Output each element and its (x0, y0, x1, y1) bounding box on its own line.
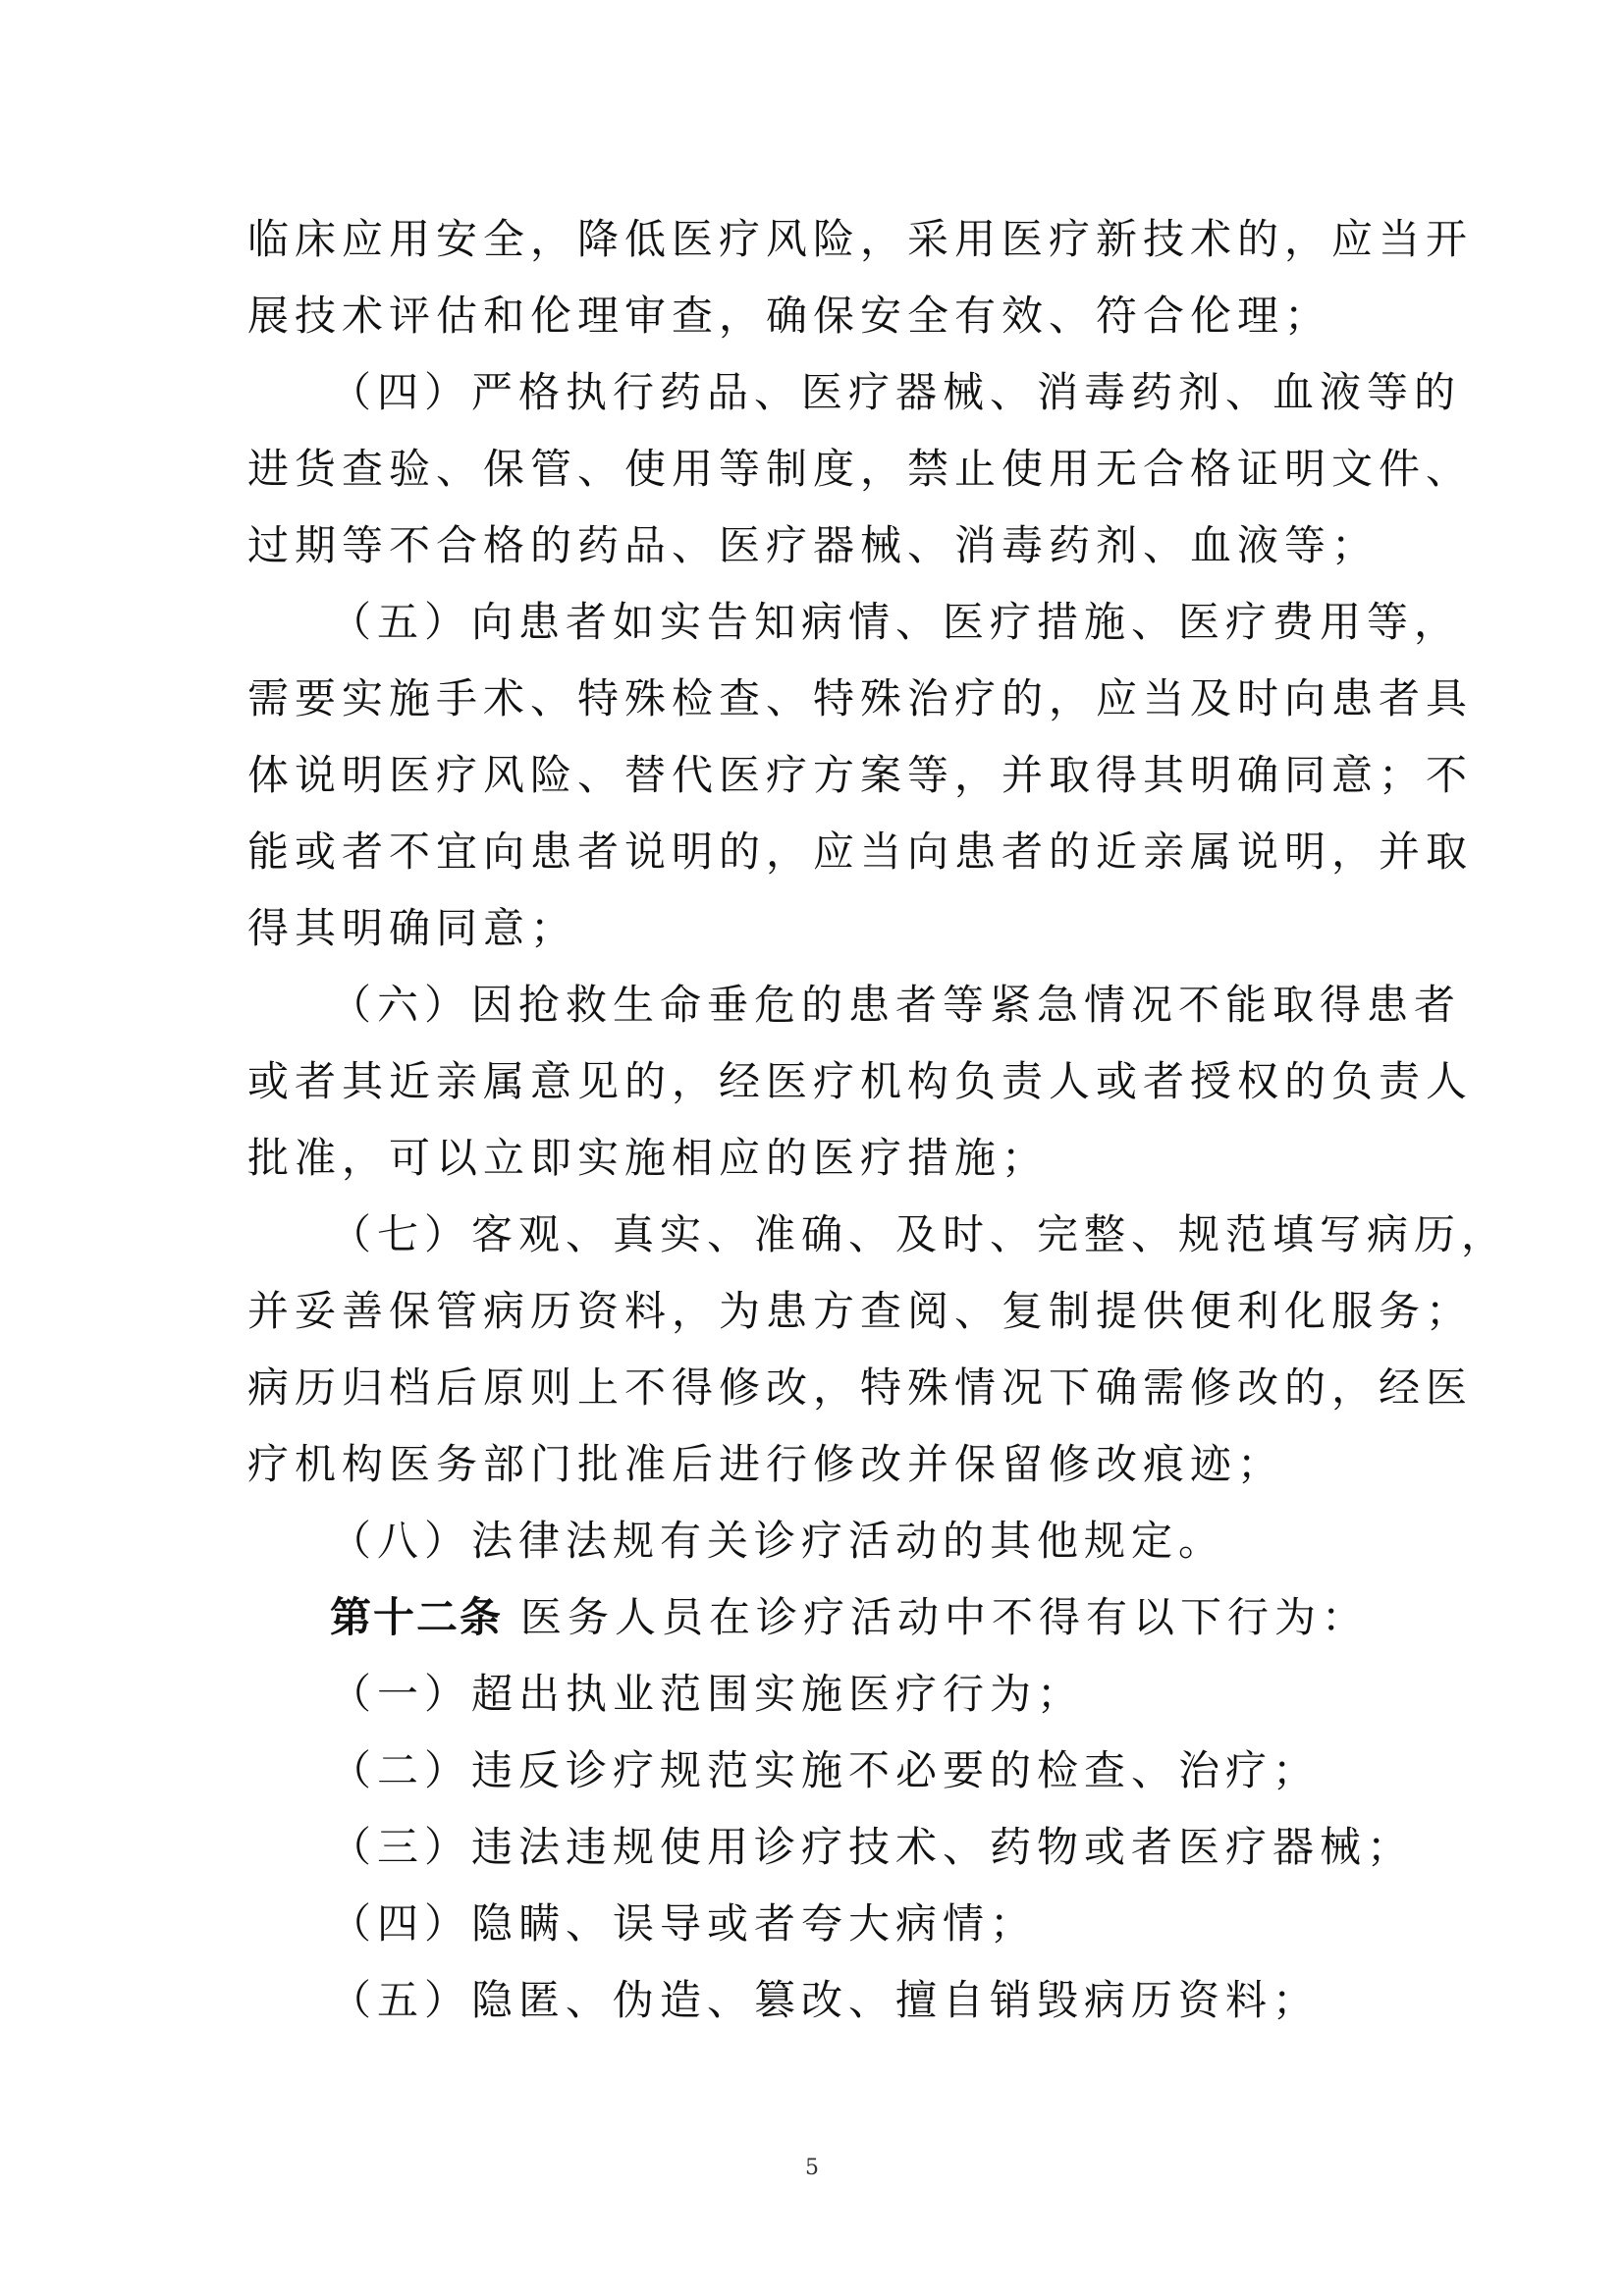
article-text: 医务人员在诊疗活动中不得有以下行为： (520, 1593, 1370, 1641)
text-line: 并妥善保管病历资料，为患方查阅、复制提供便利化服务； (247, 1287, 1474, 1335)
article-number: 第十二条 (330, 1593, 504, 1641)
article-heading (247, 1579, 1386, 1656)
text-line: 展技术评估和伦理审查，确保安全有效、符合伦理； (247, 292, 1332, 340)
text-line: 临床应用安全，降低医疗风险，采用医疗新技术的，应当开 (247, 215, 1474, 263)
text-line: （五）向患者如实告知病情、医疗措施、医疗费用等， (330, 598, 1462, 646)
list-item: （四）隐瞒、误导或者夸大病情； (330, 1899, 1038, 1948)
text-line: 体说明医疗风险、替代医疗方案等，并取得其明确同意；不 (247, 751, 1474, 799)
text-line: 需要实施手术、特殊检查、特殊治疗的，应当及时向患者具 (247, 674, 1474, 722)
text-line: 得其明确同意； (247, 904, 578, 952)
list-item: （二）违反诊疗规范实施不必要的检查、治疗； (330, 1746, 1321, 1794)
body-text (247, 201, 1509, 2039)
text-line: 疗机构医务部门批准后进行修改并保留修改痕迹； (247, 1440, 1285, 1488)
page-number: 5 (805, 2156, 819, 2180)
list-item: （一）超出执业范围实施医疗行为； (330, 1670, 1085, 1718)
text-line: 病历归档后原则上不得修改，特殊情况下确需修改的，经医 (247, 1363, 1474, 1412)
text-line: 能或者不宜向患者说明的，应当向患者的近亲属说明，并取 (247, 828, 1474, 876)
text-line: （七）客观、真实、准确、及时、完整、规范填写病历， (330, 1210, 1509, 1258)
list-item: （五）隐匿、伪造、篡改、擅自销毁病历资料； (330, 1976, 1321, 2024)
list-item: （三）违法违规使用诊疗技术、药物或者医疗器械； (330, 1823, 1415, 1871)
text-line: （六）因抢救生命垂危的患者等紧急情况不能取得患者 (330, 981, 1462, 1029)
text-line: （四）严格执行药品、医疗器械、消毒药剂、血液等的 (330, 368, 1462, 416)
text-line: 或者其近亲属意见的，经医疗机构负责人或者授权的负责人 (247, 1057, 1474, 1105)
text-line: 过期等不合格的药品、医疗器械、消毒药剂、血液等； (247, 521, 1380, 569)
text-line: 批准，可以立即实施相应的医疗措施； (247, 1134, 1050, 1182)
text-line: 进货查验、保管、使用等制度，禁止使用无合格证明文件、 (247, 445, 1474, 493)
text-line: （八）法律法规有关诊疗活动的其他规定。 (330, 1517, 1226, 1565)
